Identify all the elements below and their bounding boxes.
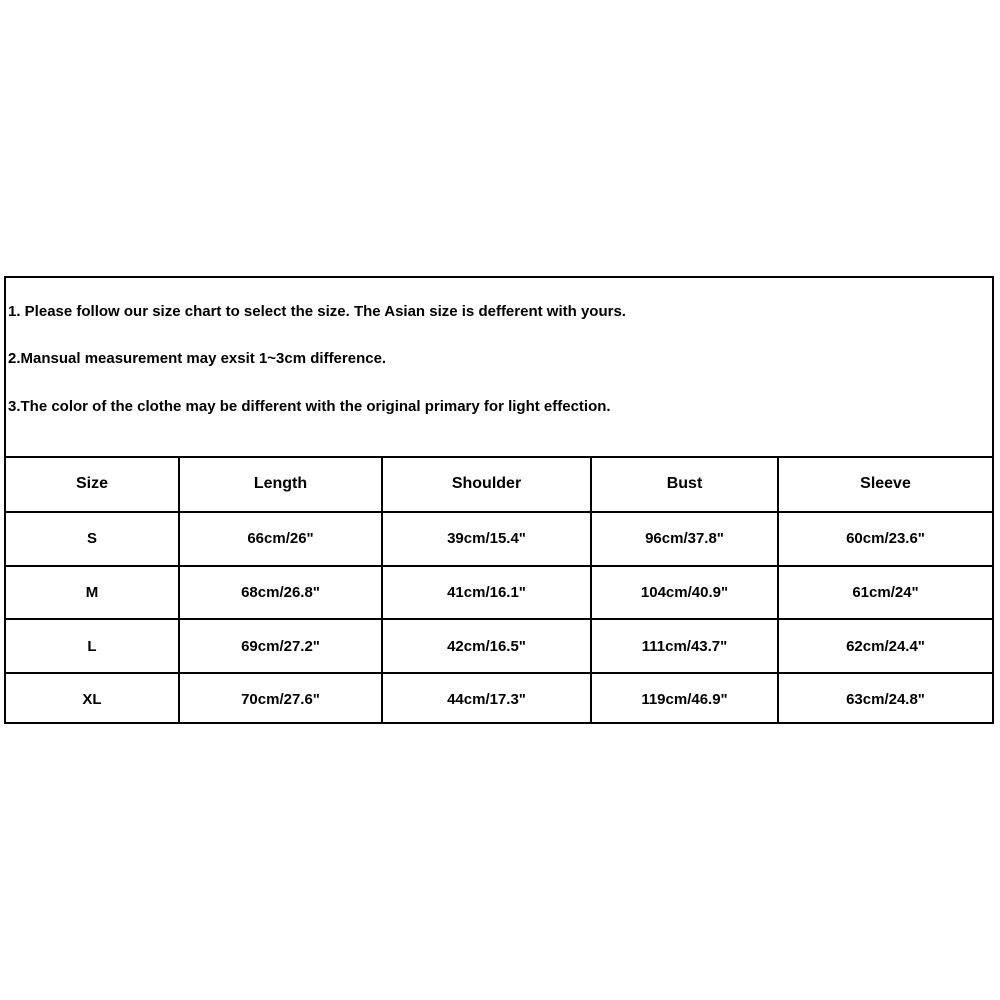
header-bust: Bust [591, 458, 778, 512]
cell-shoulder: 41cm/16.1" [382, 566, 591, 620]
note-2: 2.Mansual measurement may exsit 1~3cm difference. [8, 350, 387, 367]
cell-length: 68cm/26.8" [179, 566, 382, 620]
table-row [6, 673, 992, 724]
cell-size: S [6, 512, 179, 566]
size-chart [4, 276, 994, 724]
cell-sleeve: 62cm/24.4" [778, 619, 992, 673]
cell-bust: 111cm/43.7" [591, 619, 778, 673]
cell-bust: 96cm/37.8" [591, 512, 778, 566]
header-size: Size [6, 458, 179, 512]
table-row [6, 512, 992, 566]
size-table [6, 458, 992, 724]
size-notes [6, 278, 992, 458]
note-1: 1. Please follow our size chart to select the size. The Asian size is defferent with yours. [8, 303, 626, 320]
cell-sleeve: 60cm/23.6" [778, 512, 992, 566]
cell-size: M [6, 566, 179, 620]
note-3: 3.The color of the clothe may be different with the original primary for light effection. [8, 398, 611, 415]
cell-bust: 104cm/40.9" [591, 566, 778, 620]
header-sleeve: Sleeve [778, 458, 992, 512]
header-length: Length [179, 458, 382, 512]
table-row [6, 566, 992, 620]
cell-shoulder: 39cm/15.4" [382, 512, 591, 566]
cell-length: 69cm/27.2" [179, 619, 382, 673]
cell-length: 66cm/26" [179, 512, 382, 566]
table-row [6, 619, 992, 673]
cell-length: 70cm/27.6" [179, 673, 382, 724]
table-header-row [6, 458, 992, 512]
header-shoulder: Shoulder [382, 458, 591, 512]
cell-sleeve: 63cm/24.8" [778, 673, 992, 724]
cell-size: XL [6, 673, 179, 724]
cell-bust: 119cm/46.9" [591, 673, 778, 724]
cell-shoulder: 42cm/16.5" [382, 619, 591, 673]
cell-sleeve: 61cm/24" [778, 566, 992, 620]
cell-size: L [6, 619, 179, 673]
cell-shoulder: 44cm/17.3" [382, 673, 591, 724]
